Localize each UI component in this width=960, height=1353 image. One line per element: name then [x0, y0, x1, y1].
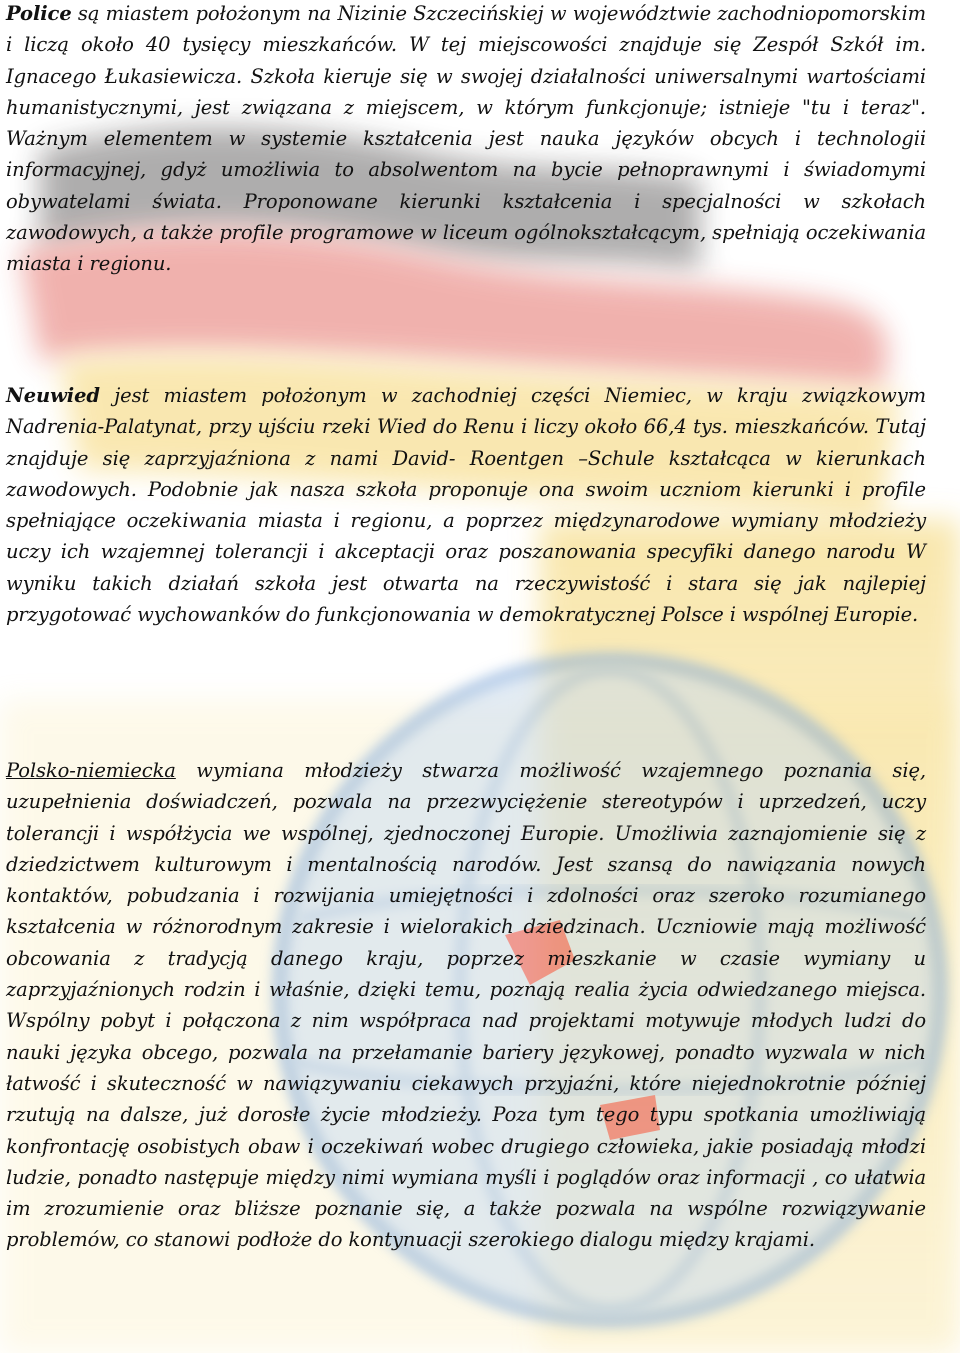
- paragraph-lead: Polsko-niemiecka: [6, 759, 176, 782]
- paragraph-exchange: [6, 755, 926, 1256]
- paragraph-body: jest miastem położonym w zachodniej części Niemiec, w kraju związkowym Nadrenia-Palatynat, przy ujściu rzeki Wied do Renu i liczy około 66,4 tys. mieszkańców. Tutaj znajduje się zaprzyjaźniona z nami David- Roentgen –Schule kształcąca w kierunkach zawodowych. Podobnie jak nasza szkoła proponuje ona swoim uczniom kierunki i profile spełniające oczekiwania miasta i regionu, a poprzez międzynarodowe wymiany młodzieży uczy ich wzajemnej tolerancji i akceptacji oraz poszanowania specyfiki danego narodu W wyniku takich działań szkoła jest otwarta na rzeczywistość i stara się jak najlepiej przygotować wychowanków do funkcjonowania w demokratycznej Polsce i wspólnej Europie.: [6, 384, 926, 627]
- paragraph-neuwied: [6, 380, 926, 630]
- paragraph-police: [6, 0, 926, 280]
- paragraph-lead: Police: [6, 2, 72, 25]
- paragraph-lead: Neuwied: [6, 384, 100, 407]
- paragraph-body: wymiana młodzieży stwarza możliwość wzajemnego poznania się, uzupełnienia doświadczeń, pozwala na przezwyciężenie stereotypów i uprzedzeń, uczy tolerancji i współżycia we wspólnej, zjednoczonej Europie. Umożliwia zaznajomienie się z dziedzictwem kulturowym i mentalnością narodów. Jest szansą do nawiązania nowych kontaktów, pobudzania i rozwijania umiejętności i zdolności oraz szeroko rozumianego kształcenia w różnorodnym zakresie i wielorakich dziedzinach. Uczniowie mają możliwość obcowania z tradycją danego kraju, poprzez mieszkanie w czasie wymiany u zaprzyjaźnionych rodzin i właśnie, dzięki temu, poznają realia życia odwiedzanego miejsca. Wspólny pobyt i połączona z nim współpraca nad projektami motywuje młodych ludzi do nauki języka obcego, pozwala na przełamanie bariery językowej, ponadto wyzwala w nich łatwość i skuteczność w nawiązywaniu ciekawych przyjaźni, które niejednokrotnie później rzutują na dalsze, już dorosłe życie młodzieży. Poza tym tego typu spotkania umożliwiają konfrontację osobistych obaw i oczekiwań wobec drugiego człowieka, jakie posiadają młodzi ludzie, ponadto następuje między nimi wymiana myśli i poglądów oraz informacji , co ułatwia im zrozumienie oraz bliższe poznanie się, a także pozwala na wspólne rozwiązywanie problemów, co stanowi podłoże do kontynuacji szerokiego dialogu między krajami.: [6, 759, 926, 1252]
- paragraph-body: są miastem położonym na Nizinie Szczecińskiej w województwie zachodniopomorskim i liczą około 40 tysięcy mieszkańców. W tej miejscowości znajduje się Zespół Szkół im. Ignacego Łukasiewicza. Szkoła kieruje się w swojej działalności uniwersalnymi wartościami humanistycznymi, jest związana z miejscem, w którym funkcjonuje; istnieje "tu i teraz". Ważnym elementem w systemie kształcenia jest nauka języków obcych i technologii informacyjnej, gdyż umożliwia to absolwentom na bycie pełnoprawnymi i świadomymi obywatelami świata. Proponowane kierunki kształcenia i specjalności w szkołach zawodowych, a także profile programowe w liceum ogólnokształcącym, spełniają oczekiwania miasta i regionu.: [6, 2, 926, 276]
